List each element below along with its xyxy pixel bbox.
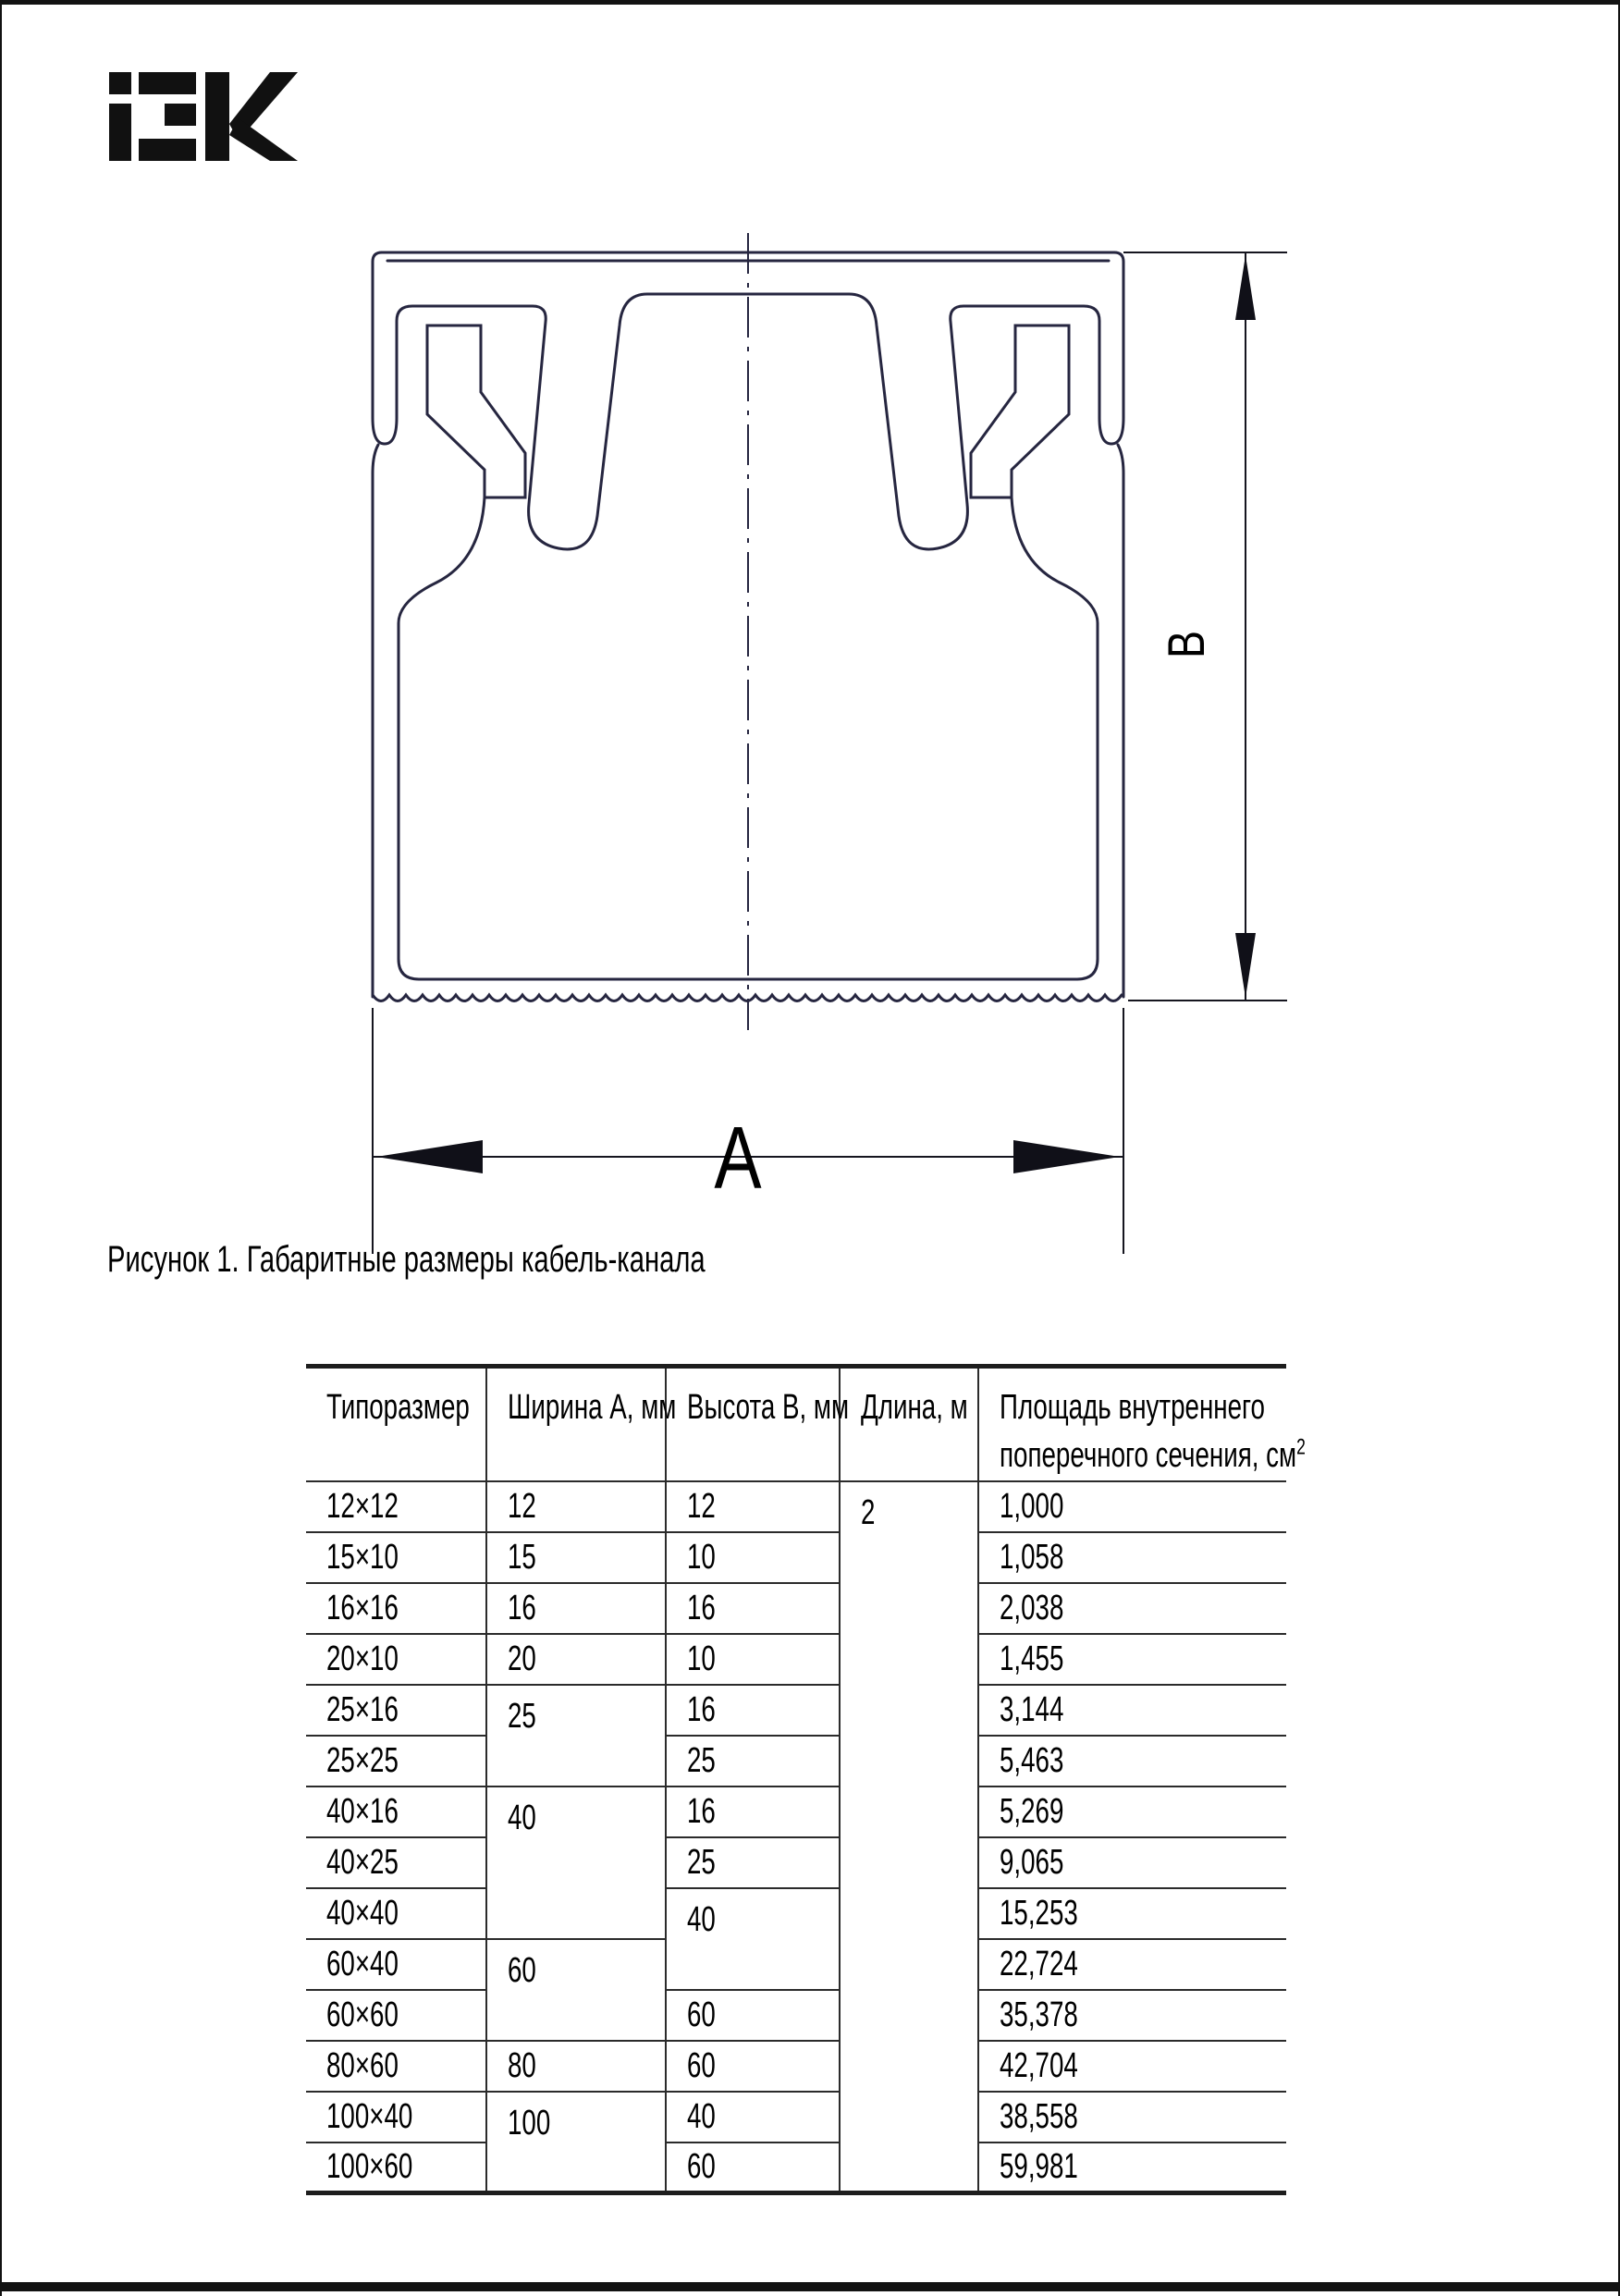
cell-area: 3,144 xyxy=(978,1685,1286,1736)
header-area-superscript: 2 xyxy=(1296,1434,1306,1460)
cell-width: 25 xyxy=(486,1685,666,1786)
cell-height: 25 xyxy=(666,1837,840,1888)
cell-size: 40×16 xyxy=(306,1786,486,1837)
figure-caption: Рисунок 1. Габаритные размеры кабель-канала xyxy=(107,1239,706,1280)
cell-area: 42,704 xyxy=(978,2041,1286,2092)
table-row xyxy=(306,1685,1286,1736)
dimension-a-arrow-left xyxy=(376,1140,483,1173)
cell-area: 1,058 xyxy=(978,1532,1286,1583)
cell-area: 1,455 xyxy=(978,1634,1286,1685)
logo-e-bottom-bar xyxy=(139,139,196,161)
table-row xyxy=(306,2092,1286,2143)
table-header-row xyxy=(306,1367,1286,1481)
logo-i-dot xyxy=(109,72,131,94)
header-width: Ширина А, мм xyxy=(486,1367,666,1481)
cell-height: 16 xyxy=(666,1583,840,1634)
cell-size: 40×40 xyxy=(306,1888,486,1939)
table-row xyxy=(306,1837,1286,1888)
header-area: Площадь внутреннего поперечного сечения, $см^2$ xyxy=(978,1367,1286,1481)
cell-width: 15 xyxy=(486,1532,666,1583)
table-row xyxy=(306,2143,1286,2193)
cell-size: 12×12 xyxy=(306,1481,486,1532)
logo-i-stem xyxy=(109,104,131,161)
cell-area: 35,378 xyxy=(978,1990,1286,2041)
cell-height: 10 xyxy=(666,1532,840,1583)
table-row xyxy=(306,1532,1286,1583)
cell-height: 16 xyxy=(666,1786,840,1837)
cell-area: 1,000 xyxy=(978,1481,1286,1532)
cell-width: 100 xyxy=(486,2092,666,2193)
table-row xyxy=(306,1888,1286,1939)
logo-k-lower-arm xyxy=(229,118,298,161)
dimension-a-arrow-right xyxy=(1013,1140,1120,1173)
table-row xyxy=(306,1990,1286,2041)
logo-e-mid-bar xyxy=(165,104,196,126)
cell-height: 60 xyxy=(666,1990,840,2041)
table-row xyxy=(306,1736,1286,1786)
cell-size: 15×10 xyxy=(306,1532,486,1583)
dimension-a-label: A xyxy=(714,1108,762,1208)
table-row xyxy=(306,1583,1286,1634)
cell-width: 80 xyxy=(486,2041,666,2092)
cell-size: 25×25 xyxy=(306,1736,486,1786)
cell-area: 5,269 xyxy=(978,1786,1286,1837)
cell-height: 40 xyxy=(666,1888,840,1990)
cell-area: 38,558 xyxy=(978,2092,1286,2143)
cell-area: 5,463 xyxy=(978,1736,1286,1786)
cell-length: 2 xyxy=(840,1481,978,2193)
header-height: Высота В, мм xyxy=(666,1367,840,1481)
cell-size: 80×60 xyxy=(306,2041,486,2092)
dimension-b-label: B xyxy=(1157,631,1216,658)
cell-width: 12 xyxy=(486,1481,666,1532)
cell-size: 100×40 xyxy=(306,2092,486,2143)
cell-width: 16 xyxy=(486,1583,666,1634)
table-row xyxy=(306,1634,1286,1685)
dimension-b-arrow-top xyxy=(1235,255,1256,320)
dimension-b-arrow-bottom xyxy=(1235,933,1256,998)
cell-height: 40 xyxy=(666,2092,840,2143)
cell-size: 20×10 xyxy=(306,1634,486,1685)
table-row xyxy=(306,1481,1286,1532)
header-size: Типоразмер xyxy=(306,1367,486,1481)
cell-width: 60 xyxy=(486,1939,666,2041)
cell-height: 10 xyxy=(666,1634,840,1685)
logo-e-top-bar xyxy=(139,72,196,94)
cell-size: 100×60 xyxy=(306,2143,486,2193)
page-border-left xyxy=(0,0,2,2296)
cell-height: 25 xyxy=(666,1736,840,1786)
page-border-top xyxy=(0,0,1620,5)
cell-height: 12 xyxy=(666,1481,840,1532)
cell-area: 22,724 xyxy=(978,1939,1286,1990)
cell-size: 40×25 xyxy=(306,1837,486,1888)
cell-size: 60×40 xyxy=(306,1939,486,1990)
cell-size: 25×16 xyxy=(306,1685,486,1736)
cell-width: 40 xyxy=(486,1786,666,1939)
page-border-bottom xyxy=(0,2282,1620,2291)
header-length: Длина, м xyxy=(840,1367,978,1481)
logo-k-stem xyxy=(205,72,229,161)
cell-height: 60 xyxy=(666,2041,840,2092)
cell-size: 16×16 xyxy=(306,1583,486,1634)
iek-logo xyxy=(109,72,298,161)
table-row xyxy=(306,2041,1286,2092)
cell-height: 60 xyxy=(666,2143,840,2193)
size-table xyxy=(306,1364,1306,2195)
cell-area: 2,038 xyxy=(978,1583,1286,1634)
cell-size: 60×60 xyxy=(306,1990,486,2041)
cell-width: 20 xyxy=(486,1634,666,1685)
table-row xyxy=(306,1786,1286,1837)
dimension-b xyxy=(1123,252,1287,1001)
cell-area: 15,253 xyxy=(978,1888,1286,1939)
cell-area: 9,065 xyxy=(978,1837,1286,1888)
cell-area: 59,981 xyxy=(978,2143,1286,2193)
cell-height: 16 xyxy=(666,1685,840,1736)
